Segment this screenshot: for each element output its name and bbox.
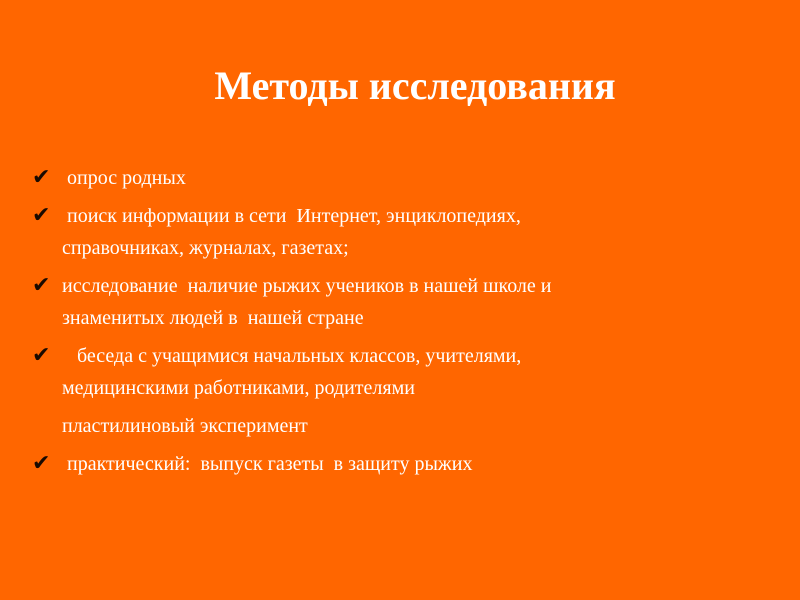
list-item [30, 340, 750, 404]
list-item [30, 448, 750, 480]
check-mark-icon: ✔ [32, 343, 51, 368]
list-item-text: пластилиновый эксперимент [62, 415, 308, 437]
check-mark-icon: ✔ [32, 203, 51, 228]
list-item [30, 162, 750, 194]
check-mark-icon: ✔ [32, 165, 51, 190]
list-item-text: исследование наличие рыжих учеников в нашей школе и знаменитых людей в нашей стране [62, 275, 552, 329]
list-item [30, 270, 750, 334]
list-item-text: практический: выпуск газеты в защиту рыжих [62, 453, 473, 475]
check-mark-icon: ✔ [32, 451, 51, 476]
list-item [30, 200, 750, 264]
list-item-text: беседа с учащимися начальных классов, учителями, медицинскими работниками, родителями [62, 345, 522, 399]
check-mark-icon: ✔ [32, 273, 51, 298]
list-item-text: опрос родных [62, 167, 186, 189]
slide-title: Методы исследования [214, 63, 616, 108]
list-item-text: поиск информации в сети Интернет, энциклопедиях, справочниках, журналах, газетах; [62, 205, 521, 259]
list-item [30, 410, 750, 442]
methods-list [30, 162, 750, 486]
